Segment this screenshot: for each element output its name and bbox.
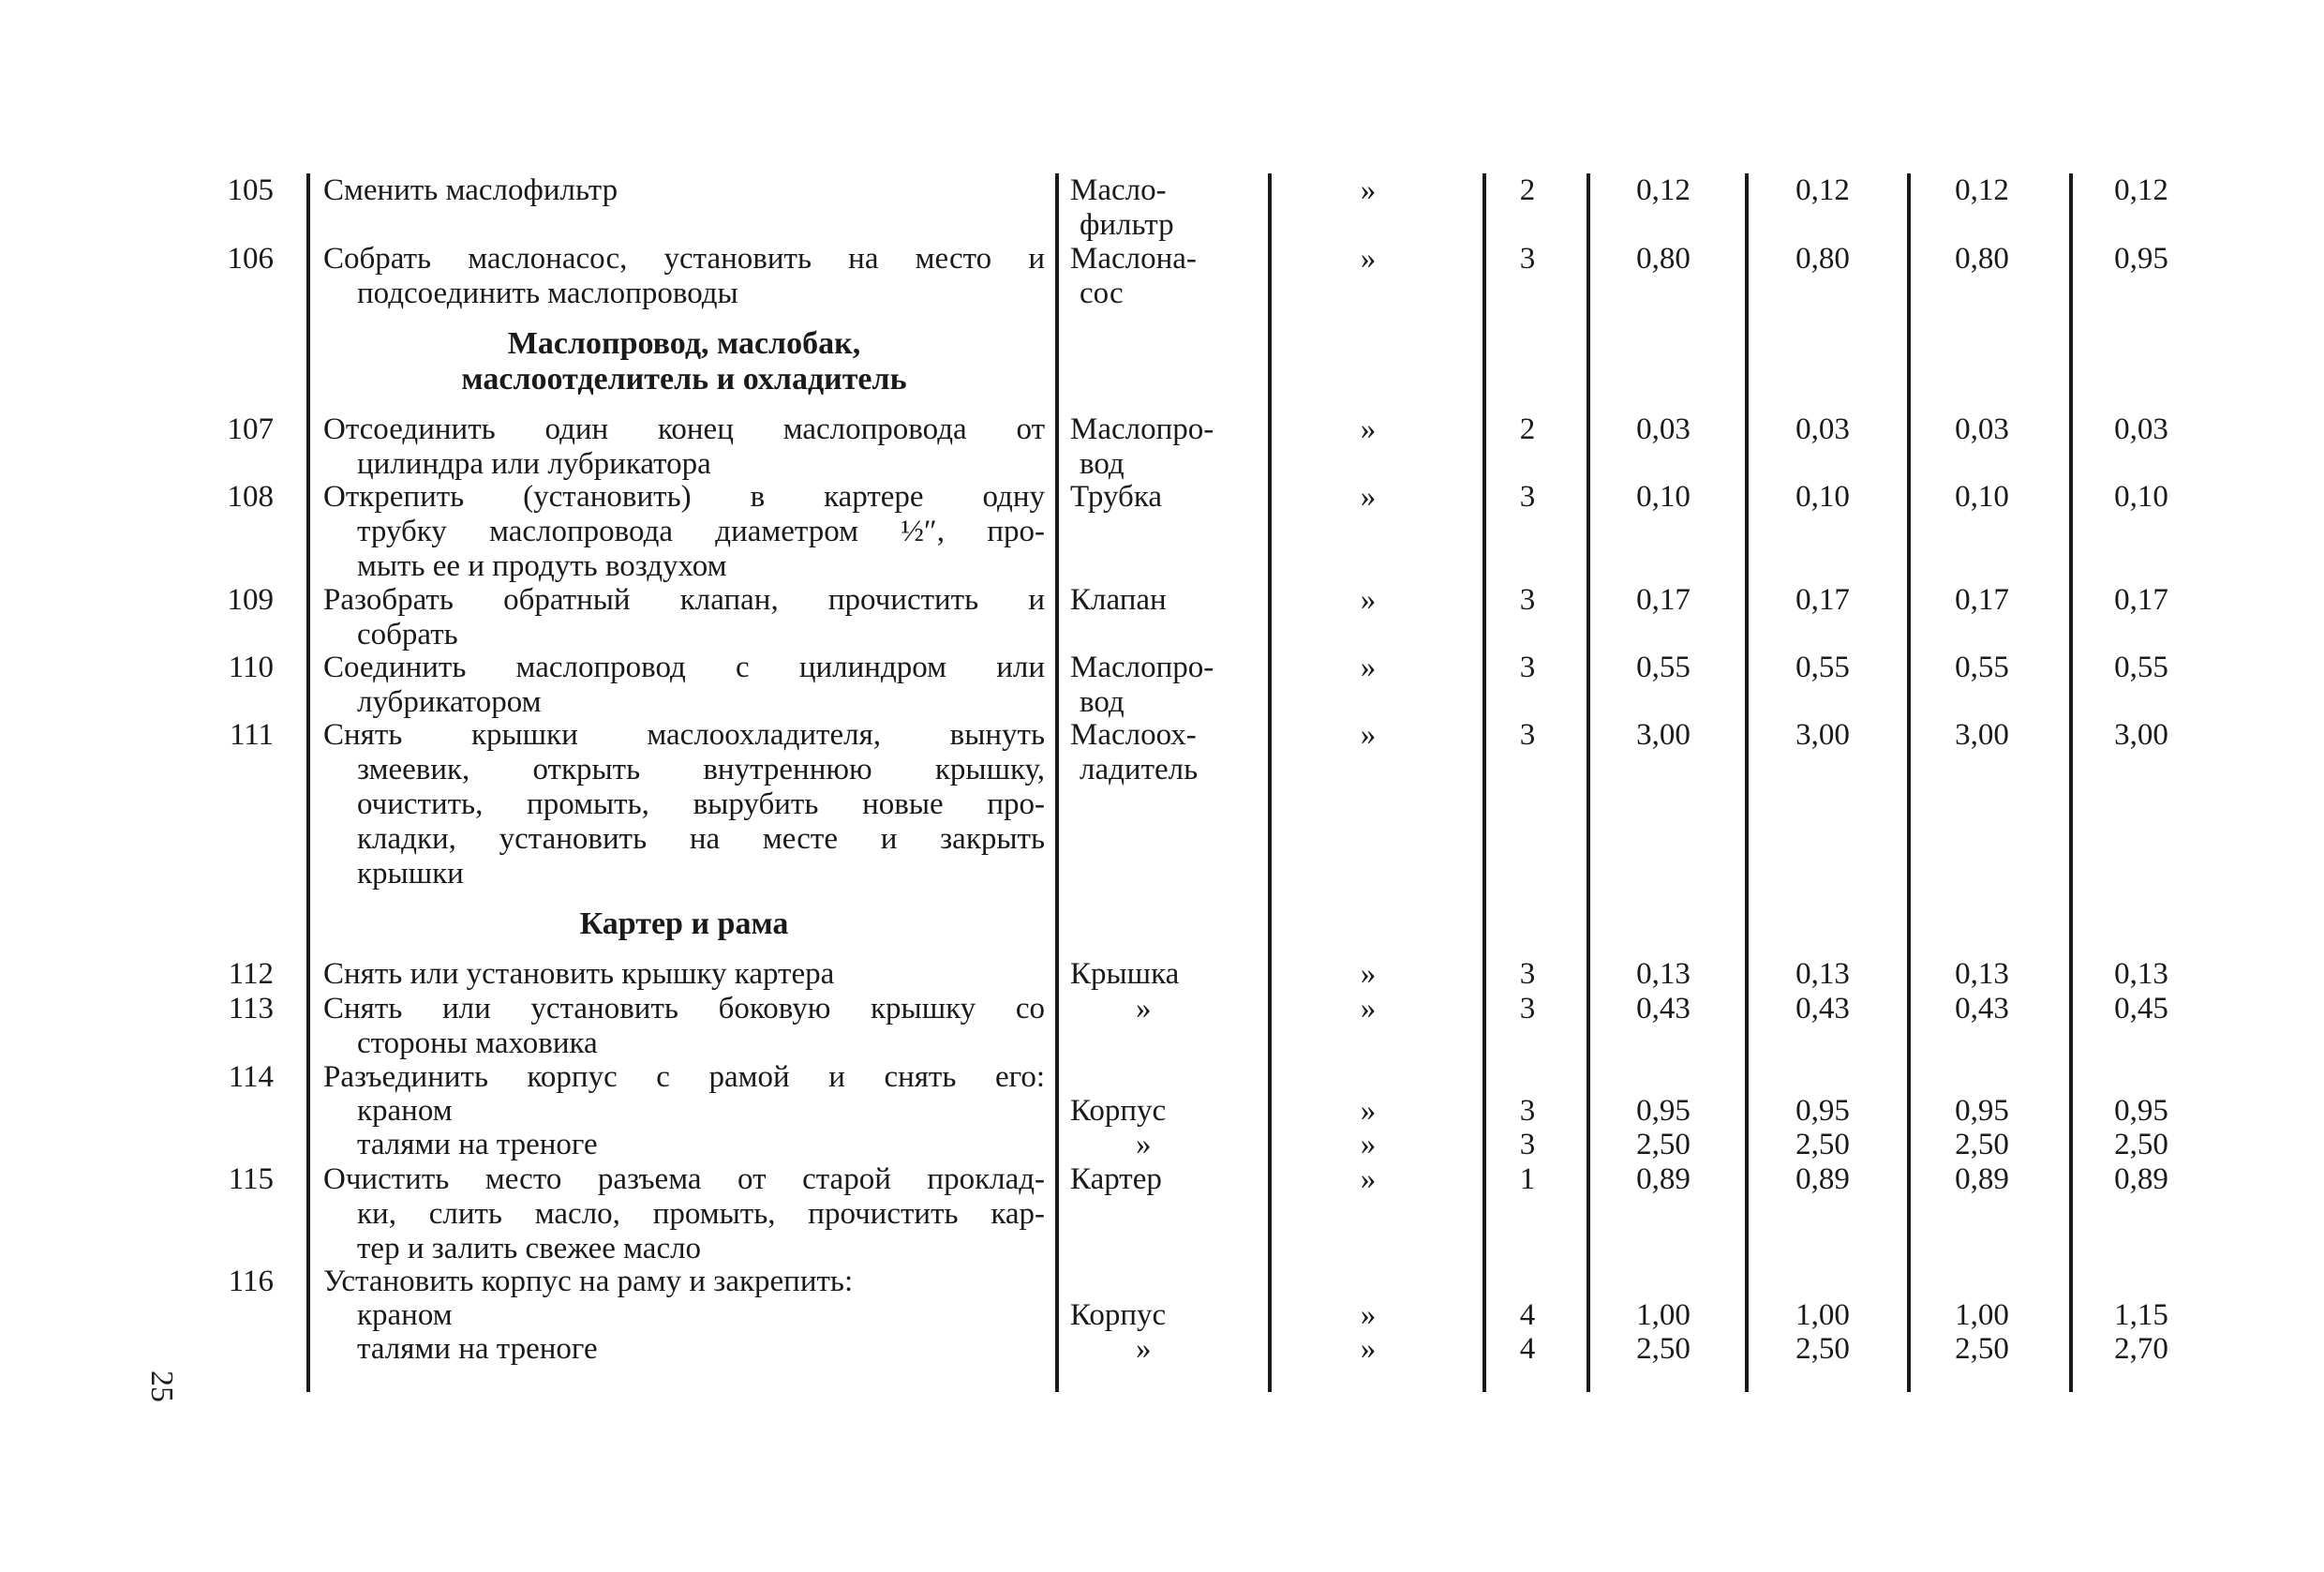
norm-value: 0,95 bbox=[2114, 242, 2168, 276]
ditto-mark: » bbox=[1360, 651, 1377, 684]
norm-value: 0,12 bbox=[1795, 173, 1850, 207]
row-number: 109 bbox=[227, 583, 274, 617]
unit-name: Клапан bbox=[1070, 583, 1167, 617]
operation-description: Снять или установить боковую крышку со стороны маховика bbox=[323, 992, 1045, 1060]
operation-description: Очистить место разъема от старой проклад- ки, слить масло, промыть, прочистить кар- тер и залить свежее масло bbox=[323, 1162, 1045, 1265]
norm-value: 2,50 bbox=[1795, 1332, 1850, 1366]
norm-value: 0,03 bbox=[1795, 412, 1850, 446]
column-rule-4 bbox=[1482, 173, 1486, 1392]
norm-value: 0,13 bbox=[1795, 957, 1850, 991]
column-rule-1 bbox=[306, 173, 310, 1392]
norm-value: 2,50 bbox=[1955, 1332, 2009, 1366]
norm-value: 1,15 bbox=[2114, 1298, 2168, 1332]
worker-grade: 3 bbox=[1519, 1094, 1536, 1128]
unit-name: Маслоох- ладитель bbox=[1070, 718, 1199, 786]
norm-value: 2,50 bbox=[2114, 1128, 2168, 1161]
ditto-mark: » bbox=[1360, 1332, 1377, 1366]
norm-value: 0,13 bbox=[1955, 957, 2009, 991]
norm-value: 0,95 bbox=[1795, 1094, 1850, 1128]
norm-value: 0,17 bbox=[1795, 583, 1850, 617]
column-rule-3 bbox=[1268, 173, 1272, 1392]
row-number: 113 bbox=[228, 992, 274, 1026]
norm-value: 0,80 bbox=[1955, 242, 2009, 276]
operation-description: Соединить маслопровод с цилиндром или лубрикатором bbox=[323, 651, 1045, 719]
unit-name: Маслона- сос bbox=[1070, 242, 1197, 310]
ditto-mark: » bbox=[1360, 1162, 1377, 1196]
page-number: 25 bbox=[144, 1370, 179, 1402]
norm-value: 0,95 bbox=[1955, 1094, 2009, 1128]
norm-value: 0,95 bbox=[2114, 1094, 2168, 1128]
operation-description: Разъединить корпус с рамой и снять его: bbox=[323, 1060, 1045, 1094]
norm-value: 1,00 bbox=[1955, 1298, 2009, 1332]
norm-value: 1,00 bbox=[1795, 1298, 1850, 1332]
unit-name: Картер bbox=[1070, 1162, 1162, 1196]
norm-value: 0,95 bbox=[1636, 1094, 1691, 1128]
norm-value: 3,00 bbox=[1795, 718, 1850, 752]
row-number: 114 bbox=[228, 1060, 274, 1094]
norm-value: 0,10 bbox=[1636, 480, 1691, 514]
row-number: 116 bbox=[228, 1265, 274, 1298]
operation-description: Снять крышки маслоохладителя, вынуть змеевик, открыть внутреннюю крышку, очистить, промыть, вырубить новые про- кладки, установить на месте и закрыть крышки bbox=[323, 718, 1045, 891]
operation-description: Разобрать обратный клапан, прочистить и собрать bbox=[323, 583, 1045, 651]
ditto-mark: » bbox=[1360, 583, 1377, 617]
norm-value: 0,80 bbox=[1636, 242, 1691, 276]
column-rule-8 bbox=[2069, 173, 2073, 1392]
operation-description: Снять или установить крышку картера bbox=[323, 957, 835, 991]
unit-name: Крышка bbox=[1070, 957, 1180, 991]
worker-grade: 4 bbox=[1519, 1332, 1536, 1366]
ditto-mark: » bbox=[1360, 718, 1377, 752]
norm-value: 0,55 bbox=[1636, 651, 1691, 684]
operation-description: талями на треноге bbox=[357, 1332, 598, 1366]
row-number: 108 bbox=[227, 480, 274, 514]
norm-value: 2,50 bbox=[1636, 1332, 1691, 1366]
norm-value: 0,55 bbox=[1795, 651, 1850, 684]
ditto-mark: » bbox=[1360, 1094, 1377, 1128]
operation-description: Сменить маслофильтр bbox=[323, 173, 618, 207]
norm-value: 0,89 bbox=[1636, 1162, 1691, 1196]
row-number: 111 bbox=[229, 718, 274, 752]
norm-value: 0,43 bbox=[1955, 992, 2009, 1026]
norm-value: 0,55 bbox=[2114, 651, 2168, 684]
row-number: 106 bbox=[227, 242, 274, 276]
norm-value: 0,10 bbox=[1955, 480, 2009, 514]
worker-grade: 3 bbox=[1519, 583, 1536, 617]
norm-value: 0,89 bbox=[1795, 1162, 1850, 1196]
norm-value: 0,17 bbox=[1955, 583, 2009, 617]
row-number: 107 bbox=[227, 412, 274, 446]
norm-value: 0,12 bbox=[1955, 173, 2009, 207]
norm-value: 0,03 bbox=[1955, 412, 2009, 446]
worker-grade: 2 bbox=[1519, 173, 1536, 207]
norm-value: 2,70 bbox=[2114, 1332, 2168, 1366]
column-rule-5 bbox=[1587, 173, 1590, 1392]
norm-value: 0,17 bbox=[2114, 583, 2168, 617]
ditto-mark: » bbox=[1360, 173, 1377, 207]
worker-grade: 2 bbox=[1519, 412, 1536, 446]
norm-value: 0,10 bbox=[2114, 480, 2168, 514]
norm-value: 0,03 bbox=[2114, 412, 2168, 446]
worker-grade: 3 bbox=[1519, 1128, 1536, 1161]
norm-value: 3,00 bbox=[2114, 718, 2168, 752]
worker-grade: 3 bbox=[1519, 242, 1536, 276]
norm-value: 0,43 bbox=[1636, 992, 1691, 1026]
operation-description: Открепить (установить) в картере одну трубку маслопровода диаметром ½″, про- мыть ее и продуть воздухом bbox=[323, 480, 1045, 583]
row-number: 115 bbox=[228, 1162, 274, 1196]
column-rule-2 bbox=[1055, 173, 1059, 1392]
row-number: 110 bbox=[228, 651, 274, 684]
norm-value: 2,50 bbox=[1955, 1128, 2009, 1161]
unit-name: Корпус bbox=[1070, 1298, 1167, 1332]
unit-name: Маслопро- вод bbox=[1070, 412, 1214, 481]
norm-value: 0,43 bbox=[1795, 992, 1850, 1026]
worker-grade: 3 bbox=[1519, 718, 1536, 752]
norm-value: 0,13 bbox=[1636, 957, 1691, 991]
norm-value: 1,00 bbox=[1636, 1298, 1691, 1332]
unit-name: Корпус bbox=[1070, 1094, 1167, 1128]
ditto-mark: » bbox=[1360, 412, 1377, 446]
norm-value: 0,17 bbox=[1636, 583, 1691, 617]
norm-value: 0,13 bbox=[2114, 957, 2168, 991]
ditto-mark: » bbox=[1360, 1128, 1377, 1161]
unit-name: Масло- фильтр bbox=[1070, 173, 1174, 242]
operation-description: Отсоединить один конец маслопровода от цилиндра или лубрикатора bbox=[323, 412, 1045, 481]
norm-value: 0,45 bbox=[2114, 992, 2168, 1026]
ditto-mark: » bbox=[1360, 957, 1377, 991]
norm-value: 0,55 bbox=[1955, 651, 2009, 684]
column-rule-7 bbox=[1907, 173, 1911, 1392]
operation-description: краном bbox=[357, 1094, 453, 1128]
norm-value: 0,12 bbox=[2114, 173, 2168, 207]
norm-value: 3,00 bbox=[1955, 718, 2009, 752]
norm-value: 0,89 bbox=[1955, 1162, 2009, 1196]
worker-grade: 4 bbox=[1519, 1298, 1536, 1332]
unit-name: Трубка bbox=[1070, 480, 1163, 514]
worker-grade: 3 bbox=[1519, 957, 1536, 991]
norm-value: 0,80 bbox=[1795, 242, 1850, 276]
column-rule-6 bbox=[1745, 173, 1749, 1392]
worker-grade: 3 bbox=[1519, 651, 1536, 684]
norm-value: 2,50 bbox=[1795, 1128, 1850, 1161]
norm-value: 0,10 bbox=[1795, 480, 1850, 514]
ditto-mark: » bbox=[1360, 992, 1377, 1026]
operation-description: талями на треноге bbox=[357, 1128, 598, 1161]
section-heading: Картер и рама bbox=[579, 906, 789, 941]
unit-name: » bbox=[1136, 1128, 1152, 1161]
worker-grade: 1 bbox=[1519, 1162, 1536, 1196]
norm-value: 0,03 bbox=[1636, 412, 1691, 446]
operation-description: краном bbox=[357, 1298, 453, 1332]
unit-name: Маслопро- вод bbox=[1070, 651, 1214, 719]
norm-value: 0,12 bbox=[1636, 173, 1691, 207]
operation-description: Установить корпус на раму и закрепить: bbox=[323, 1265, 854, 1298]
ditto-mark: » bbox=[1360, 480, 1377, 514]
unit-name: » bbox=[1136, 1332, 1152, 1366]
section-heading: Маслопровод, маслобак, маслоотделитель и охладитель bbox=[461, 326, 907, 397]
norm-value: 0,89 bbox=[2114, 1162, 2168, 1196]
row-number: 105 bbox=[227, 173, 274, 207]
norm-value: 3,00 bbox=[1636, 718, 1691, 752]
unit-name: » bbox=[1136, 992, 1152, 1026]
ditto-mark: » bbox=[1360, 1298, 1377, 1332]
row-number: 112 bbox=[228, 957, 274, 991]
norm-value: 2,50 bbox=[1636, 1128, 1691, 1161]
worker-grade: 3 bbox=[1519, 992, 1536, 1026]
ditto-mark: » bbox=[1360, 242, 1377, 276]
worker-grade: 3 bbox=[1519, 480, 1536, 514]
operation-description: Собрать маслонасос, установить на место и подсоединить маслопроводы bbox=[323, 242, 1045, 310]
